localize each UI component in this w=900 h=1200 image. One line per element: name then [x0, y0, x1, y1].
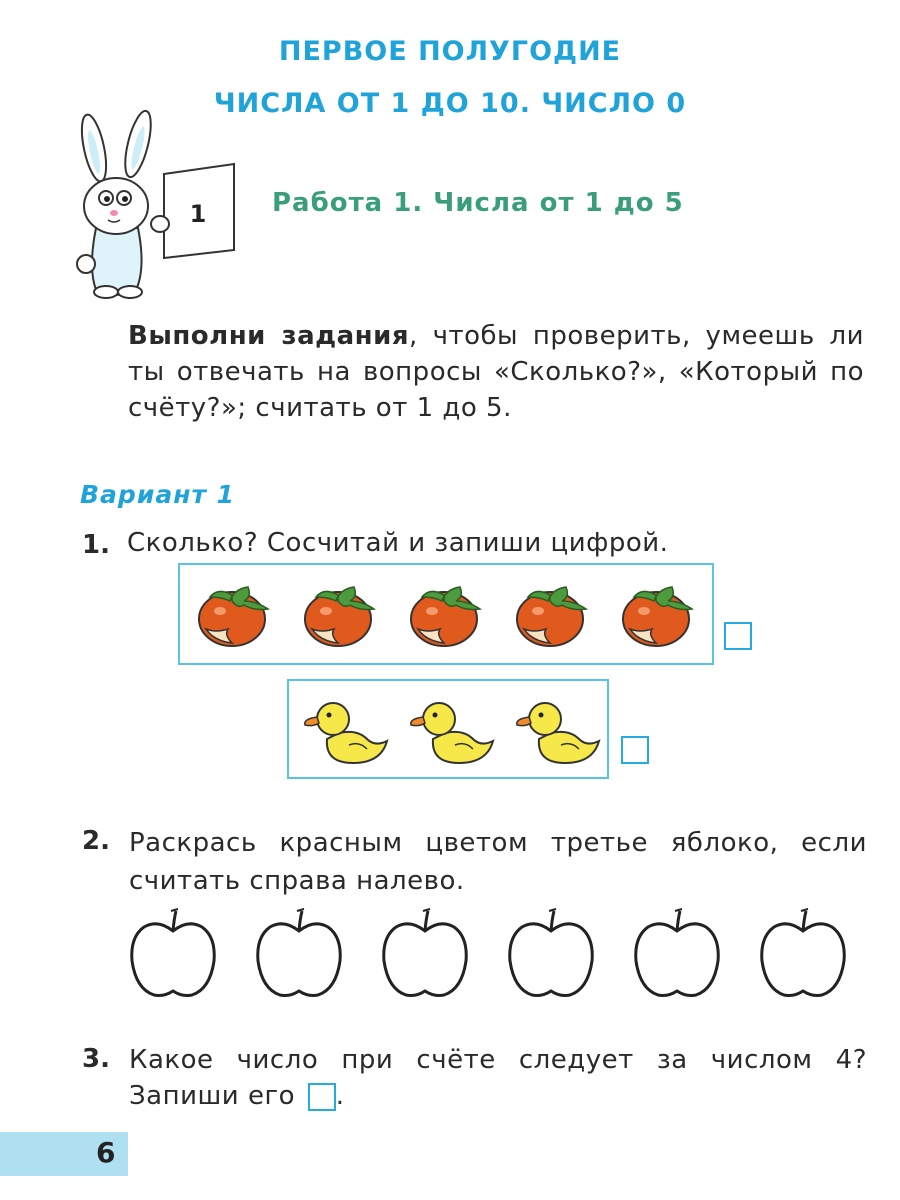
- intro-paragraph: [128, 318, 864, 426]
- apple-row: [120, 905, 860, 1005]
- apple-outline-icon[interactable]: [758, 905, 848, 1005]
- tomato-icon: [406, 579, 486, 653]
- apple-outline-icon[interactable]: [254, 905, 344, 1005]
- duckling-frame: [287, 679, 609, 779]
- apple-outline-icon[interactable]: [380, 905, 470, 1005]
- task-3-suffix: .: [335, 1081, 345, 1111]
- tomato-icon: [194, 579, 274, 653]
- duckling-icon: [403, 689, 498, 773]
- task-1-text: Сколько? Сосчитай и запиши цифрой.: [127, 528, 669, 558]
- sign-number: 1: [189, 200, 207, 228]
- tomato-icon: [618, 579, 698, 653]
- bunny-illustration: [66, 108, 246, 308]
- task-3-text: [129, 1042, 867, 1114]
- task-1-number: 1.: [82, 530, 110, 560]
- answer-box-task-3[interactable]: [308, 1083, 336, 1111]
- duckling-icon: [509, 689, 604, 773]
- tomato-frame: [178, 563, 714, 665]
- page-number: 6: [96, 1136, 116, 1169]
- tomato-icon: [300, 579, 380, 653]
- variant-label: Вариант 1: [80, 480, 236, 509]
- apple-outline-icon[interactable]: [506, 905, 596, 1005]
- apple-outline-icon[interactable]: [632, 905, 722, 1005]
- intro-bold: Выполни задания: [128, 321, 410, 351]
- task-2-text: Раскрась красным цветом третье яблоко, если считать справа налево.: [129, 828, 867, 896]
- duckling-icon: [297, 689, 392, 773]
- task-3-number: 3.: [82, 1044, 110, 1074]
- intro-text: , чтобы проверить, умеешь ли ты отвечать на вопросы «Сколько?», «Который по счёту?»; считать от 1 до 5.: [128, 321, 864, 423]
- task-2-number: 2.: [82, 826, 110, 856]
- task-3-question: Какое число при счёте следует за числом 4? Запиши его: [129, 1045, 867, 1111]
- tomato-icon: [512, 579, 592, 653]
- section-title: ЧИСЛА ОТ 1 ДО 10. ЧИСЛО 0: [213, 88, 687, 119]
- part-title: ПЕРВОЕ ПОЛУГОДИЕ: [278, 36, 622, 67]
- work-title: Работа 1. Числа от 1 до 5: [272, 188, 684, 218]
- answer-box-ducklings[interactable]: [621, 736, 649, 764]
- apple-outline-icon[interactable]: [128, 905, 218, 1005]
- answer-box-tomatoes[interactable]: [724, 622, 752, 650]
